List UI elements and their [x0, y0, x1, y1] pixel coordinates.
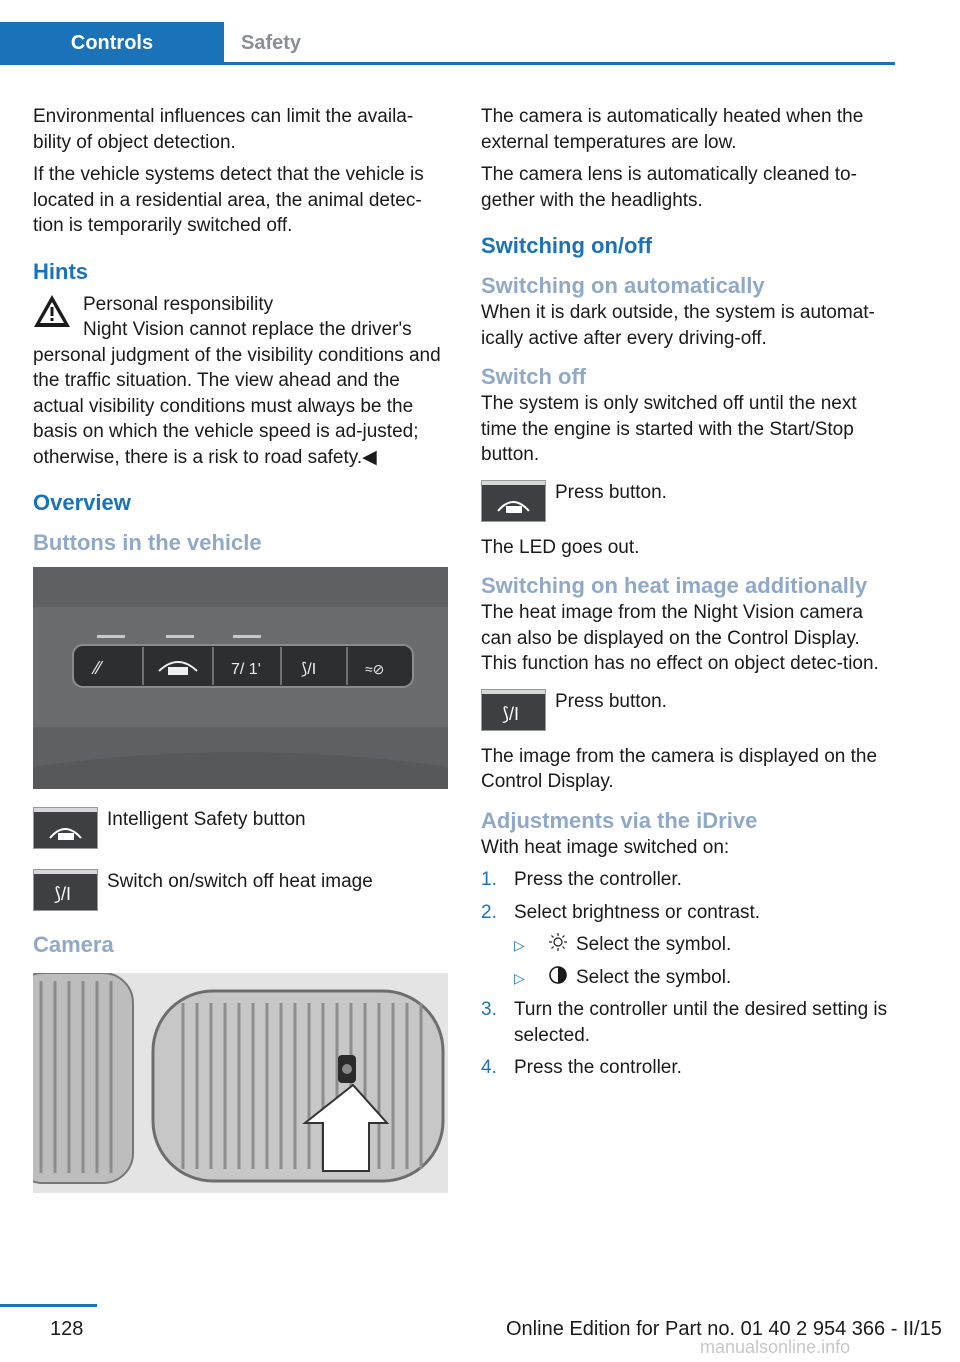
subheading-idrive: Adjustments via the iDrive: [481, 807, 758, 833]
button-panel-illustration: [33, 567, 448, 789]
substep-text: Select the symbol.: [576, 966, 732, 988]
warning-triangle-icon: [33, 294, 71, 328]
footer-rule: [0, 1304, 97, 1307]
step-text: Turn the controller until the desired setting is selected.: [514, 999, 888, 1046]
paragraph: The LED goes out.: [481, 536, 640, 558]
heat-image-button-label: Switch on/switch off heat image: [107, 871, 373, 892]
page-number: 128: [50, 1318, 84, 1340]
paragraph: Environmental influences can limit the availa‐bility of object detection.: [33, 106, 414, 153]
triangle-bullet-icon: ▷: [514, 937, 525, 953]
paragraph: The camera lens is automatically cleaned to‐gether with the headlights.: [481, 164, 857, 211]
press-button-row: [481, 480, 896, 535]
steps-list-continued: [481, 997, 896, 1081]
svg-text:⟆/I: ⟆/I: [301, 661, 317, 678]
subheading-switching-auto: Switching on automatically: [481, 273, 765, 298]
paragraph: The camera is automatically heated when the external temperatures are low.: [481, 106, 864, 153]
list-item: [481, 867, 896, 893]
step-number: 4.: [481, 1057, 497, 1078]
section-heading-overview: Overview: [33, 490, 131, 515]
subheading-buttons: Buttons in the vehicle: [33, 530, 262, 555]
subheading-switch-off: Switch off: [481, 364, 587, 389]
subheading-heat-image: Switching on heat image additionally: [481, 573, 868, 598]
paragraph: The system is only switched off until the next time the engine is started with the Start/Stop button.: [481, 393, 857, 465]
press-button-label: Press button.: [555, 690, 667, 712]
paragraph: With heat image switched on:: [481, 836, 730, 858]
substep-text: Select the symbol.: [576, 934, 732, 955]
tab-safety[interactable]: Safety: [241, 32, 302, 54]
list-item: [481, 997, 896, 1048]
svg-text:7/ 1': 7/ 1': [231, 661, 261, 678]
step-text: Press the controller.: [514, 869, 682, 890]
step-text: Press the controller.: [514, 1057, 682, 1078]
triangle-bullet-icon: ▷: [514, 969, 525, 986]
edition-text: Online Edition for Part no. 01 40 2 954 366 - II/15: [506, 1318, 942, 1340]
grille-camera-illustration: [33, 973, 448, 1193]
press-button-label: Press button.: [555, 481, 667, 503]
svg-text:≈⊘: ≈⊘: [365, 661, 385, 677]
list-item: [514, 965, 896, 991]
camera-photo: [33, 973, 448, 1193]
intelligent-safety-button-label: Intelligent Safety button: [107, 809, 306, 830]
list-item: [481, 1055, 896, 1081]
warning-text: Night Vision cannot replace the driver's personal judgment of the visibility conditions and the traffic situation. The view ahead and the actual visibility conditions must always be the basis on which the vehicle speed is ad‐justed; otherwise, there is a risk to road safety.◀: [33, 319, 441, 468]
section-heading-switching: Switching on/off: [481, 233, 653, 258]
warning-block: [33, 292, 448, 318]
paragraph: When it is dark outside, the system is automat‐ically active after every driving-off.: [481, 302, 875, 349]
left-column: [33, 104, 448, 1211]
brightness-icon: [548, 932, 568, 952]
intelligent-safety-button-icon: [481, 480, 546, 522]
svg-text:⟆/I: ⟆/I: [502, 703, 520, 724]
header-tabs: [0, 22, 895, 65]
watermark: manualsonline.info: [700, 1337, 851, 1357]
paragraph: If the vehicle systems detect that the vehicle is located in a residential area, the animal detec‐tion is temporarily switched off.: [33, 164, 424, 236]
list-item: [481, 900, 896, 926]
heat-image-button-icon: [481, 689, 546, 731]
tab-controls[interactable]: Controls: [0, 22, 224, 62]
paragraph: The heat image from the Night Vision camera can also be displayed on the Control Display. This function has no effect on object detec‐tion.: [481, 602, 879, 674]
svg-text:⟆/I: ⟆/I: [54, 884, 72, 904]
buttons-photo: [33, 567, 448, 789]
list-item: [514, 932, 896, 958]
svg-text:⁄⁄: ⁄⁄: [95, 658, 102, 678]
right-column: [481, 104, 896, 1088]
button-legend-row: [33, 869, 448, 931]
step-text: Select brightness or contrast.: [514, 901, 761, 923]
step-number: 1.: [481, 869, 497, 890]
substeps-list: [481, 932, 896, 990]
press-button-row: [481, 689, 896, 744]
steps-list: [481, 867, 896, 925]
warning-title: Personal responsibility: [83, 293, 274, 315]
step-number: 3.: [481, 999, 497, 1020]
heat-image-button-icon: [33, 869, 98, 911]
section-heading-hints: Hints: [33, 258, 88, 284]
paragraph: The image from the camera is displayed on the Control Display.: [481, 745, 878, 792]
button-legend-row: [33, 807, 448, 869]
subheading-camera: Camera: [33, 932, 114, 957]
intelligent-safety-button-icon: [33, 807, 98, 849]
step-number: 2.: [481, 901, 497, 923]
contrast-icon: [548, 965, 568, 985]
